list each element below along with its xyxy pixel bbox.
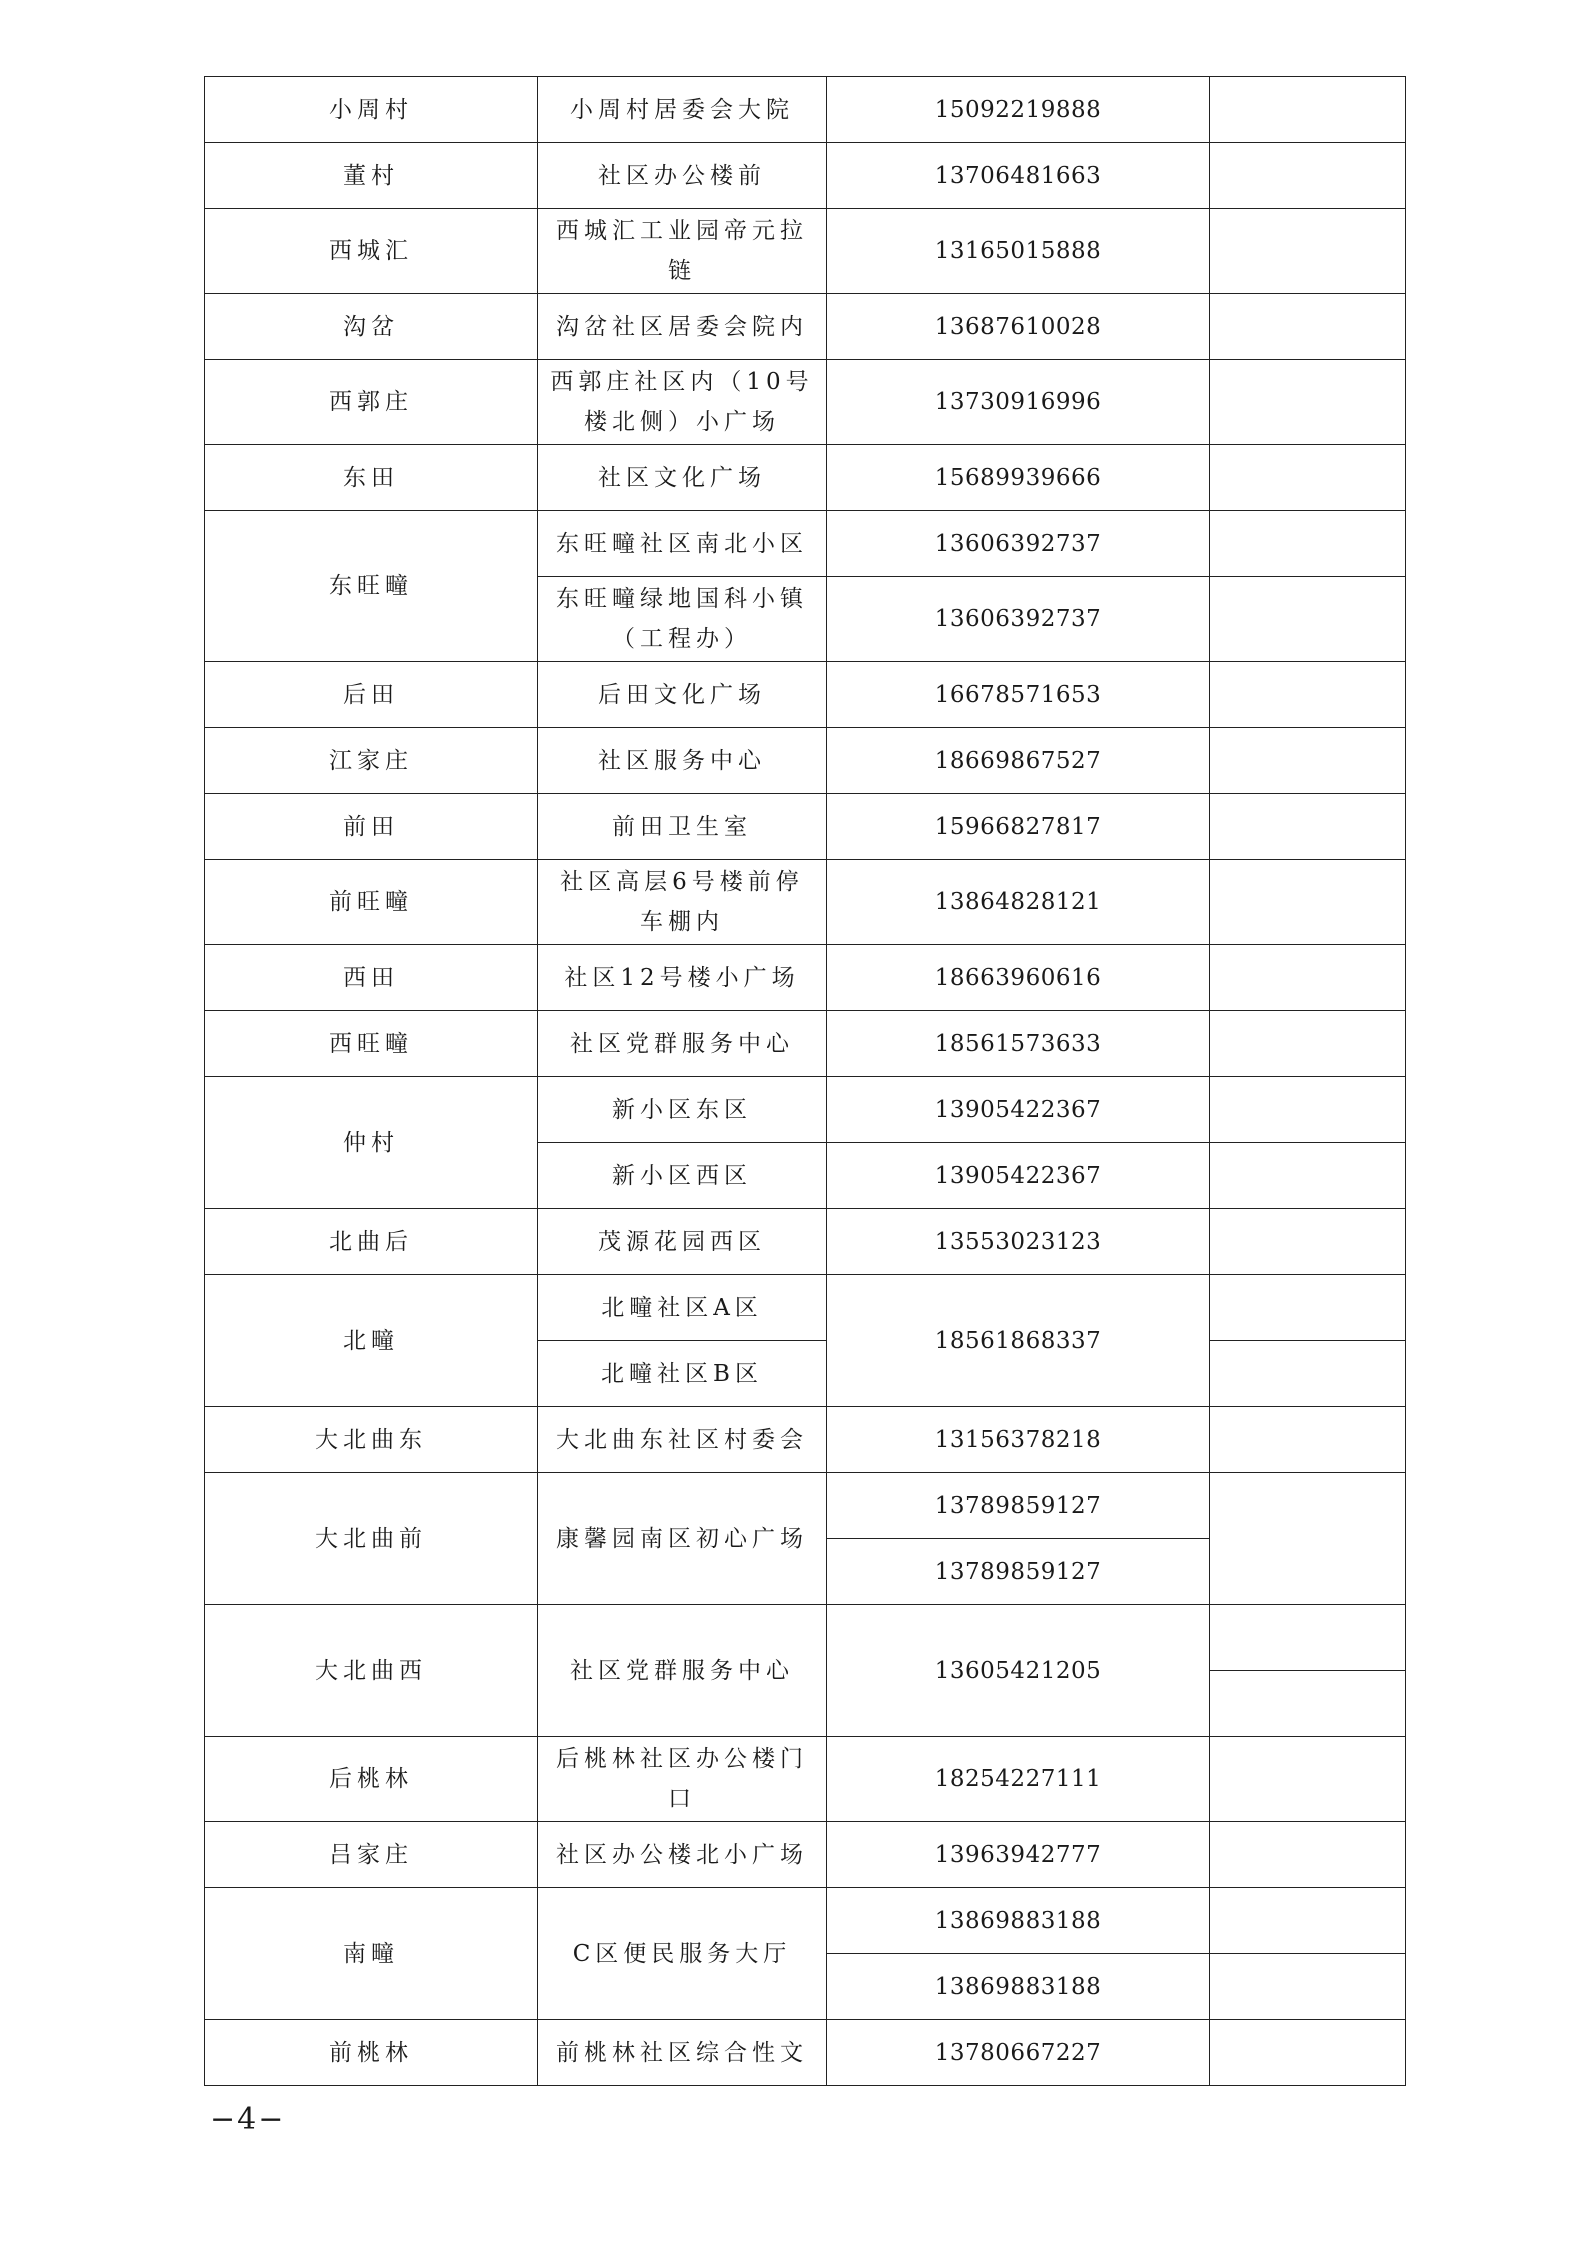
location-cell: 西郭庄社区内（10号楼北侧）小广场 [538, 360, 827, 445]
phone-cell: 18663960616 [827, 945, 1210, 1011]
phone-cell: 15092219888 [827, 77, 1210, 143]
location-cell: 社区高层6号楼前停车棚内 [538, 860, 827, 945]
phone-cell: 13165015888 [827, 209, 1210, 294]
note-cell [1210, 1407, 1406, 1473]
table-row [205, 945, 1406, 1011]
note-cell [1210, 1011, 1406, 1077]
table-row [205, 77, 1406, 143]
phone-cell: 13905422367 [827, 1077, 1210, 1143]
phone-cell: 13789859127 [827, 1539, 1210, 1605]
page-number: −4− [210, 2102, 286, 2137]
community-cell: 仲村 [205, 1077, 538, 1209]
note-cell [1210, 945, 1406, 1011]
phone-cell: 13605421205 [827, 1605, 1210, 1737]
location-cell: 北疃社区B区 [538, 1341, 827, 1407]
location-cell: 社区办公楼前 [538, 143, 827, 209]
location-cell: 后桃林社区办公楼门口 [538, 1737, 827, 1822]
table-row [205, 1822, 1406, 1888]
note-cell [1210, 1671, 1406, 1737]
community-cell: 江家庄 [205, 728, 538, 794]
phone-cell: 13789859127 [827, 1473, 1210, 1539]
location-cell: 后田文化广场 [538, 662, 827, 728]
location-cell: 社区办公楼北小广场 [538, 1822, 827, 1888]
community-cell: 大北曲西 [205, 1605, 538, 1737]
note-cell [1210, 1954, 1406, 2020]
table-row [205, 1888, 1406, 1954]
note-cell [1210, 445, 1406, 511]
location-cell: 社区12号楼小广场 [538, 945, 827, 1011]
phone-cell: 18669867527 [827, 728, 1210, 794]
community-cell: 西郭庄 [205, 360, 538, 445]
note-cell [1210, 1888, 1406, 1954]
community-cell: 后田 [205, 662, 538, 728]
note-cell [1210, 143, 1406, 209]
location-cell: 前田卫生室 [538, 794, 827, 860]
table-row [205, 1605, 1406, 1671]
phone-cell: 13553023123 [827, 1209, 1210, 1275]
table-row [205, 1407, 1406, 1473]
table-row [205, 209, 1406, 294]
table-row [205, 360, 1406, 445]
table-row [205, 794, 1406, 860]
note-cell [1210, 662, 1406, 728]
note-cell [1210, 728, 1406, 794]
note-cell [1210, 1143, 1406, 1209]
table-row [205, 1077, 1406, 1143]
community-cell: 小周村 [205, 77, 538, 143]
phone-cell: 13606392737 [827, 511, 1210, 577]
table-row [205, 860, 1406, 945]
community-cell: 大北曲前 [205, 1473, 538, 1605]
location-cell: 康馨园南区初心广场 [538, 1473, 827, 1605]
location-cell: 新小区西区 [538, 1143, 827, 1209]
location-cell: 前桃林社区综合性文 [538, 2020, 827, 2086]
table-row [205, 143, 1406, 209]
note-cell [1210, 360, 1406, 445]
phone-cell: 13780667227 [827, 2020, 1210, 2086]
community-cell: 东田 [205, 445, 538, 511]
table-row [205, 445, 1406, 511]
location-cell: 新小区东区 [538, 1077, 827, 1143]
location-cell: 北疃社区A区 [538, 1275, 827, 1341]
note-cell [1210, 1605, 1406, 1671]
location-cell: 西城汇工业园帝元拉链 [538, 209, 827, 294]
community-cell: 沟岔 [205, 294, 538, 360]
phone-cell: 15966827817 [827, 794, 1210, 860]
note-cell [1210, 577, 1406, 662]
note-cell [1210, 1341, 1406, 1407]
phone-cell: 13864828121 [827, 860, 1210, 945]
phone-cell: 13869883188 [827, 1888, 1210, 1954]
table-row [205, 1473, 1406, 1539]
note-cell [1210, 1822, 1406, 1888]
community-cell: 董村 [205, 143, 538, 209]
community-cell: 西田 [205, 945, 538, 1011]
note-cell [1210, 511, 1406, 577]
site-table [204, 76, 1406, 2086]
table-row [205, 1275, 1406, 1341]
phone-cell: 13687610028 [827, 294, 1210, 360]
table-row [205, 511, 1406, 577]
note-cell [1210, 860, 1406, 945]
phone-cell: 18561573633 [827, 1011, 1210, 1077]
phone-cell: 13963942777 [827, 1822, 1210, 1888]
location-cell: 社区文化广场 [538, 445, 827, 511]
note-cell [1210, 794, 1406, 860]
table-row [205, 1209, 1406, 1275]
note-cell [1210, 1737, 1406, 1822]
table-row [205, 728, 1406, 794]
community-cell: 后桃林 [205, 1737, 538, 1822]
phone-cell: 13730916996 [827, 360, 1210, 445]
note-cell [1210, 1077, 1406, 1143]
note-cell [1210, 1473, 1406, 1605]
community-cell: 前旺疃 [205, 860, 538, 945]
location-cell: 东旺疃社区南北小区 [538, 511, 827, 577]
community-cell: 北曲后 [205, 1209, 538, 1275]
community-cell: 西城汇 [205, 209, 538, 294]
community-cell: 东旺疃 [205, 511, 538, 662]
community-cell: 南疃 [205, 1888, 538, 2020]
phone-cell: 18254227111 [827, 1737, 1210, 1822]
table-row [205, 2020, 1406, 2086]
community-cell: 大北曲东 [205, 1407, 538, 1473]
location-cell: 小周村居委会大院 [538, 77, 827, 143]
phone-cell: 13156378218 [827, 1407, 1210, 1473]
phone-cell: 13905422367 [827, 1143, 1210, 1209]
community-cell: 北疃 [205, 1275, 538, 1407]
table-row [205, 294, 1406, 360]
note-cell [1210, 2020, 1406, 2086]
table-row [205, 662, 1406, 728]
community-cell: 前田 [205, 794, 538, 860]
note-cell [1210, 1275, 1406, 1341]
phone-cell: 15689939666 [827, 445, 1210, 511]
phone-cell: 16678571653 [827, 662, 1210, 728]
community-cell: 西旺疃 [205, 1011, 538, 1077]
location-cell: 社区党群服务中心 [538, 1011, 827, 1077]
location-cell: 社区服务中心 [538, 728, 827, 794]
phone-cell: 18561868337 [827, 1275, 1210, 1407]
phone-cell: 13869883188 [827, 1954, 1210, 2020]
note-cell [1210, 1209, 1406, 1275]
phone-cell: 13606392737 [827, 577, 1210, 662]
phone-cell: 13706481663 [827, 143, 1210, 209]
location-cell: 大北曲东社区村委会 [538, 1407, 827, 1473]
location-cell: 东旺疃绿地国科小镇（工程办） [538, 577, 827, 662]
location-cell: C区便民服务大厅 [538, 1888, 827, 2020]
table-row [205, 1737, 1406, 1822]
note-cell [1210, 209, 1406, 294]
community-cell: 前桃林 [205, 2020, 538, 2086]
location-cell: 社区党群服务中心 [538, 1605, 827, 1737]
community-cell: 吕家庄 [205, 1822, 538, 1888]
note-cell [1210, 294, 1406, 360]
table-row [205, 1011, 1406, 1077]
location-cell: 沟岔社区居委会院内 [538, 294, 827, 360]
location-cell: 茂源花园西区 [538, 1209, 827, 1275]
note-cell [1210, 77, 1406, 143]
